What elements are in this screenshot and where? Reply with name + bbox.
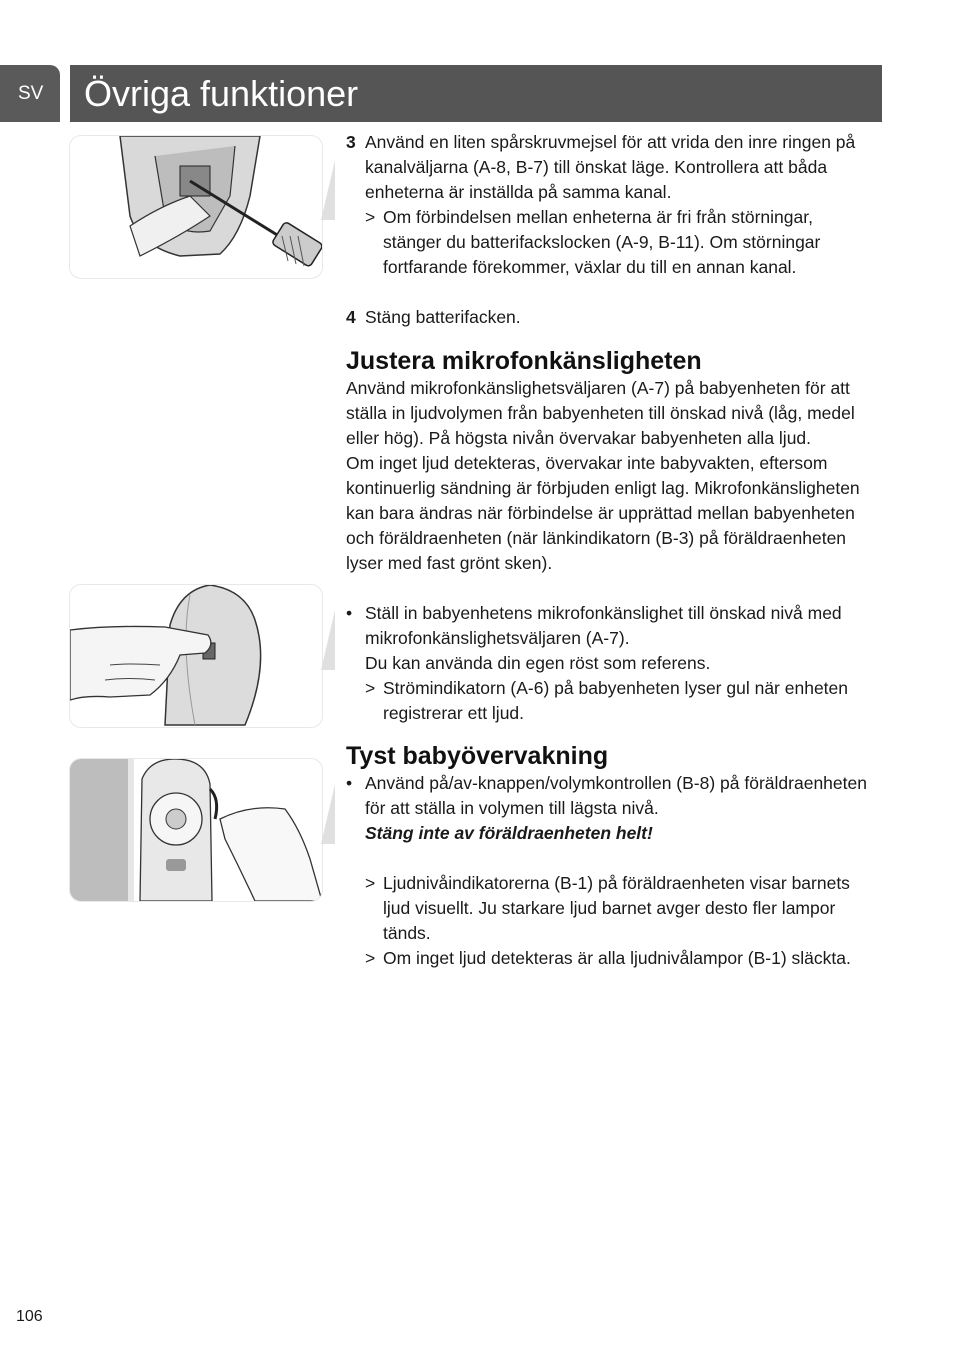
bullet-text: Använd på/av-knappen/volymkontrollen (B-8) på föräldraenheten för att ställa in volymen till lägsta nivå. <box>365 773 867 818</box>
result-text: Om inget ljud detekteras är alla ljudnivålampor (B-1) släckta. <box>383 948 851 968</box>
step-text: Använd en liten spårskruvmejsel för att vrida den inre ringen på kanalväljarna (A-8, B-7) till önskat läge. Kontrollera att båda enheterna är inställda på samma kanal. <box>365 132 856 202</box>
section-heading-silent-monitoring: Tyst babyövervakning <box>346 742 609 770</box>
result-text: Om förbindelsen mellan enheterna är fri från störningar, stänger du batterifackslocken (A-9, B-11). Om störningar fortfarande förekommer, växlar du till en annan kanal. <box>383 207 821 277</box>
paragraph: Använd mikrofonkänslighetsväljaren (A-7) på babyenheten för att ställa in ljudvolymen från babyenheten till önskad nivå (låg, medel eller hög). På högsta nivån övervakar babyenheten alla ljud. <box>346 378 855 448</box>
result-item <box>346 871 876 946</box>
step-number: 3 <box>346 132 356 152</box>
result-marker: > <box>365 873 376 893</box>
step-number: 4 <box>346 307 356 327</box>
step-text: Stäng batterifacken. <box>365 307 521 327</box>
title-bar <box>70 65 882 122</box>
screwdriver-illustration <box>69 135 323 279</box>
bullet-note: Du kan använda din egen röst som referens. <box>365 653 711 673</box>
step-3-result <box>346 205 876 280</box>
bullet-marker: • <box>346 773 353 793</box>
bullet-marker: • <box>346 603 353 623</box>
result-marker: > <box>365 678 376 698</box>
page-number: 106 <box>16 1308 43 1325</box>
corner-marker-1 <box>321 160 335 220</box>
finger-press-icon <box>70 585 322 727</box>
main-content <box>346 130 876 971</box>
corner-marker-3 <box>321 784 335 844</box>
volume-knob-icon <box>70 759 322 901</box>
step-4 <box>346 305 876 330</box>
result-text: Strömindikatorn (A-6) på babyenheten lyser gul när enheten registrerar ett ljud. <box>383 678 848 723</box>
result-marker: > <box>365 207 376 227</box>
screwdriver-icon <box>70 136 322 278</box>
step-3 <box>346 130 876 205</box>
language-tab: SV <box>0 65 60 122</box>
paragraph: Om inget ljud detekteras, övervakar inte babyvakten, eftersom kontinuerlig sändning är förbjuden enligt lag. Mikrofonkänsligheten kan bara ändras när förbindelse är upprättad mellan babyenheten och föräldraenheten (när länkindikatorn (B-3) på föräldraenheten lyser med fast grönt sken). <box>346 453 860 573</box>
baby-unit-illustration <box>69 584 323 728</box>
corner-marker-2 <box>321 610 335 670</box>
page-title: Övriga funktioner <box>84 73 359 114</box>
result-marker: > <box>365 948 376 968</box>
bullet-item <box>346 601 876 651</box>
bullet-text: Ställ in babyenhetens mikrofonkänslighet till önskad nivå med mikrofonkänslighetsväljaren (A-7). <box>365 603 842 648</box>
warning-text: Stäng inte av föräldraenheten helt! <box>365 823 653 843</box>
result-item <box>346 676 876 726</box>
result-text: Ljudnivåindikatorerna (B-1) på föräldraenheten visar barnets ljud visuellt. Ju starkare ljud barnet avger desto fler lampor tänds. <box>383 873 850 943</box>
result-item <box>346 946 876 971</box>
parent-unit-illustration <box>69 758 323 902</box>
bullet-item <box>346 771 876 821</box>
section-heading-mic-sensitivity: Justera mikrofonkänsligheten <box>346 347 702 375</box>
